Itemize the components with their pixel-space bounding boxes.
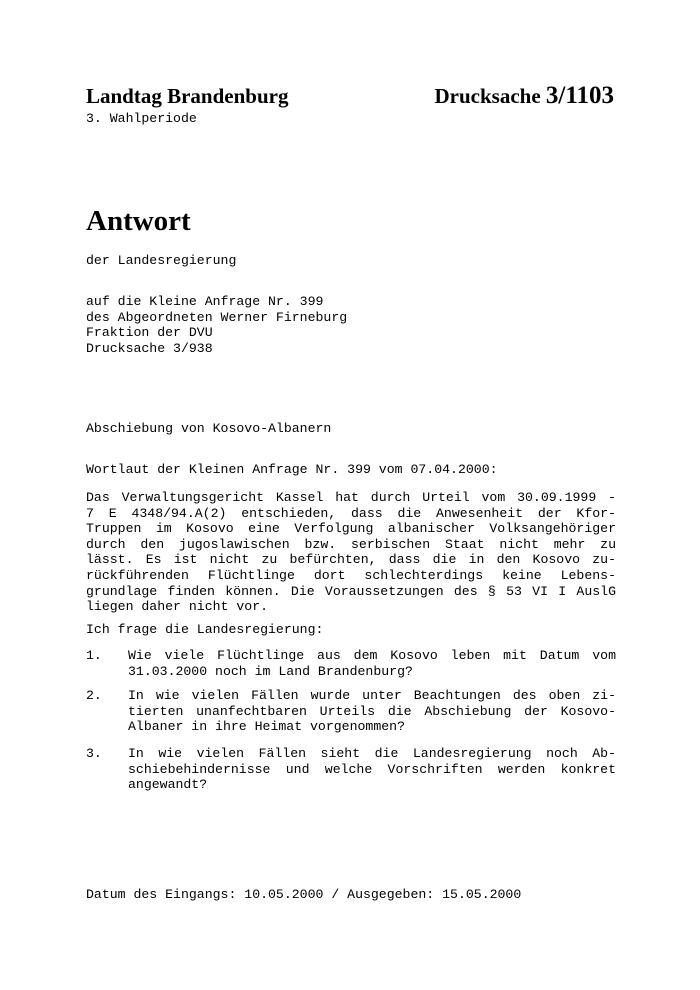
reference-line: Fraktion der DVU <box>86 325 213 341</box>
question-line: angewandt? <box>128 777 208 793</box>
topic-heading: Abschiebung von Kosovo-Albanern <box>86 421 332 436</box>
body-line: Truppen im Kosovo eine Verfolgung albanischer Volksangehöriger <box>86 521 616 537</box>
body-line: liegen daher nicht vor. <box>86 599 269 615</box>
reference-line: Drucksache 3/938 <box>86 340 213 356</box>
footer-dates: Datum des Eingangs: 10.05.2000 / Ausgegeben: 15.05.2000 <box>86 887 522 902</box>
question-line: Albaner in ihre Heimat vorgenommen? <box>128 719 405 735</box>
question-line: In wie vielen Fällen sieht die Landesregierung noch Ab- <box>128 746 616 761</box>
reference-line: auf die Kleine Anfrage Nr. 399 <box>86 294 324 309</box>
body-line: durch den jugoslawischen bzw. serbischen Staat nicht mehr zu <box>86 536 616 552</box>
wahlperiode: 3. Wahlperiode <box>86 111 197 126</box>
question-number: 2. <box>86 688 102 703</box>
question-text <box>128 688 616 735</box>
body-line: rückführenden Flüchtlinge dort schlechterdings keine Lebens- <box>86 567 616 583</box>
wortlaut-line: Wortlaut der Kleinen Anfrage Nr. 399 vom 07.04.2000: <box>86 462 498 477</box>
body-line: grundlage finden können. Die Voraussetzungen des § 53 VI I AuslG <box>86 583 616 599</box>
question-number: 1. <box>86 648 102 663</box>
drucksache-heading <box>435 82 615 110</box>
reference-line: des Abgeordneten Werner Firneburg <box>86 309 348 325</box>
body-line: 7 E 4348/94.A(2) entschieden, dass die Anwesenheit der Kfor- <box>86 505 616 521</box>
question-intro: Ich frage die Landesregierung: <box>86 622 324 637</box>
question-line: 31.03.2000 noch im Land Brandenburg? <box>128 663 413 679</box>
parliament-name: Landtag Brandenburg <box>86 84 289 108</box>
drucksache-label: Drucksache <box>434 84 541 108</box>
question-text <box>128 746 616 793</box>
document-subtitle: der Landesregierung <box>86 253 237 268</box>
document-title: Antwort <box>86 205 191 237</box>
question-text <box>128 648 616 679</box>
question-number: 3. <box>86 746 102 761</box>
body-line: lässt. Es ist nicht zu befürchten, dass die in den Kosovo zu- <box>86 552 616 568</box>
question-line: In wie vielen Fällen wurde unter Beachtungen des oben zi- <box>128 688 616 703</box>
question-line: Wie viele Flüchtlinge aus dem Kosovo leben mit Datum vom <box>128 648 616 663</box>
question-line: schiebehindernisse und welche Vorschriften werden konkret <box>128 761 616 777</box>
question-line: tierten unanfechtbaren Urteils die Abschiebung der Kosovo- <box>128 703 616 719</box>
body-line: Das Verwaltungsgericht Kassel hat durch Urteil vom 30.09.1999 - <box>86 490 616 505</box>
drucksache-number: 3/1103 <box>545 82 614 109</box>
reference-block <box>86 294 347 356</box>
body-paragraph <box>86 490 616 615</box>
